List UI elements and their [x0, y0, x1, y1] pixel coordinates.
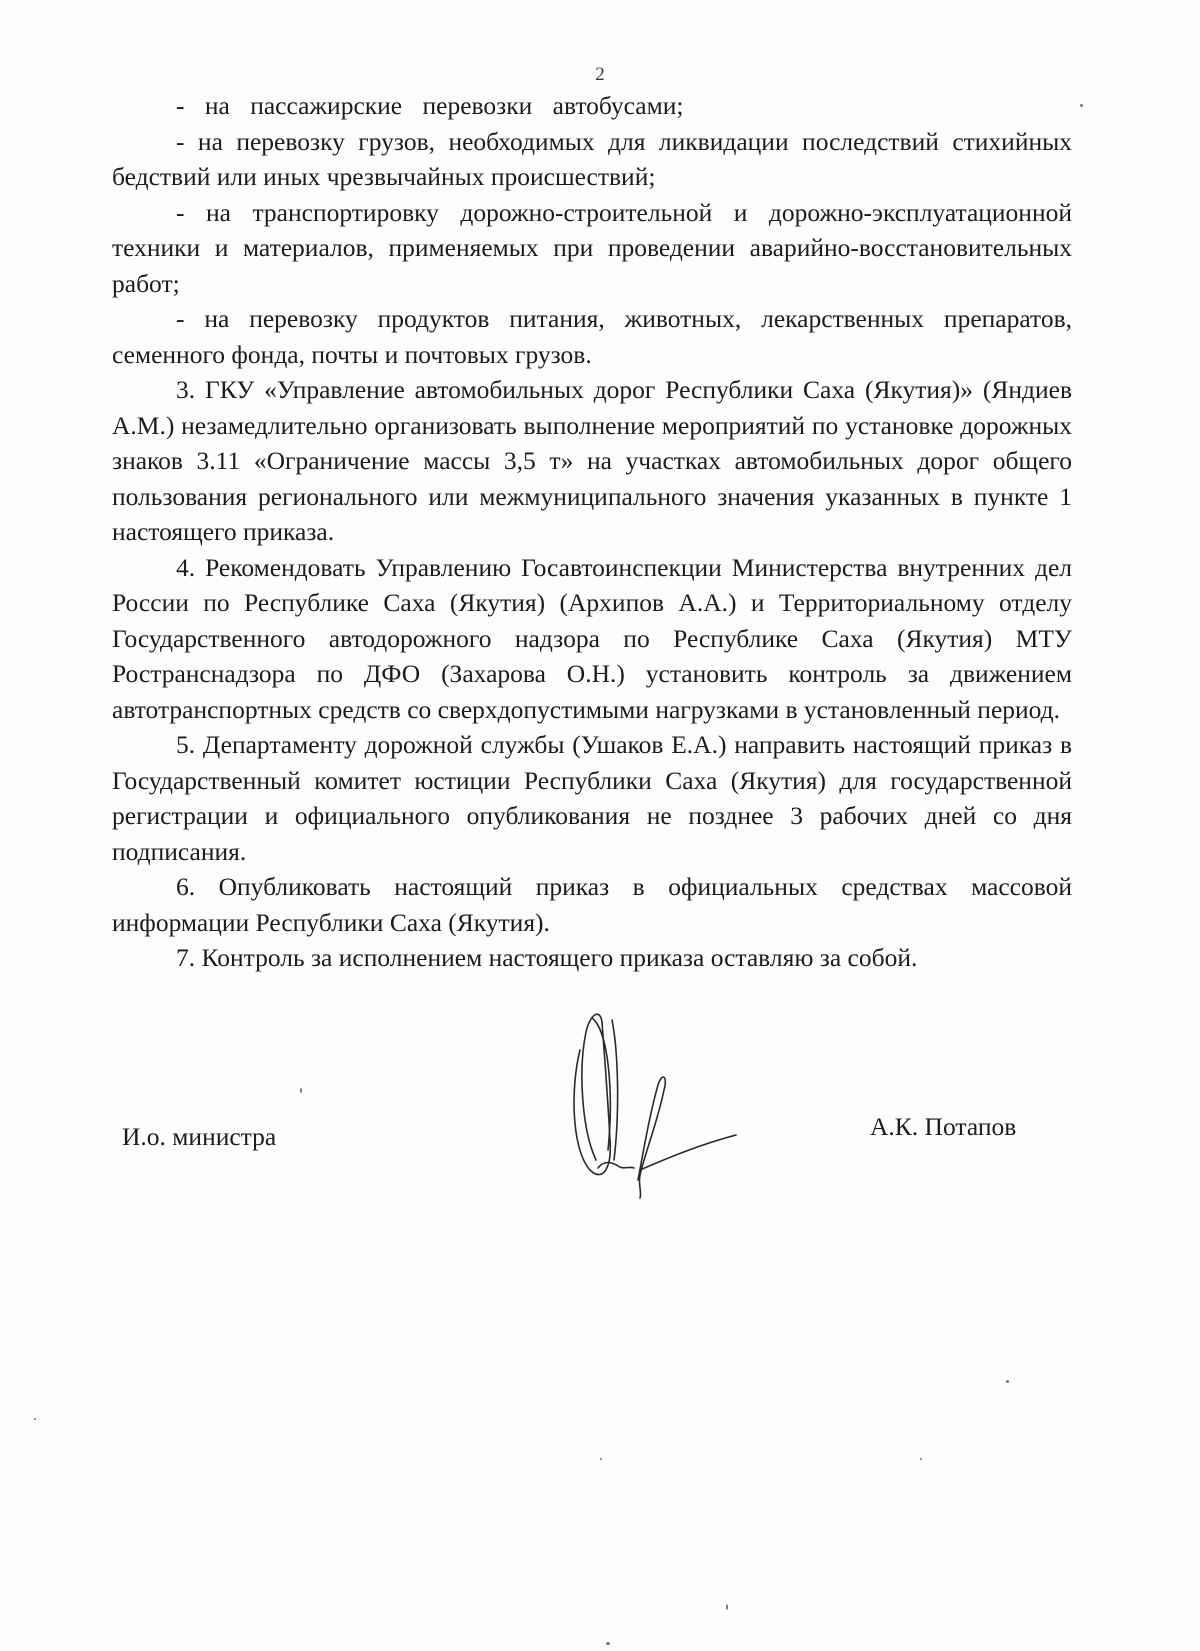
- scan-speck: [726, 1604, 728, 1610]
- paragraph-item-4: 4. Рекомендовать Управлению Госавтоинспекции Министерства внутренних дел России по Республике Саха (Якутия) (Архипов А.А.) и Территориальному отделу Государственного автодорожного надзора по Республике Саха (Якутия) МТУ Ространснадзора по ДФО (Захарова О.Н.) установить контроль за движением автотранспортных средств со сверхдопустимыми нагрузками в установленный период.: [112, 552, 1072, 724]
- scan-speck: [600, 1458, 602, 1460]
- paragraph-food-transport: - на перевозку продуктов питания, животных, лекарственных препаратов, семенного фонда, почты и почтовых грузов.: [112, 304, 1072, 369]
- paragraph-item-5: 5. Департаменту дорожной службы (Ушаков Е.А.) направить настоящий приказ в Государственный комитет юстиции Республики Саха (Якутия) для государственной регистрации и официального опубликования не позднее 3 рабочих дней со дня подписания.: [112, 730, 1072, 866]
- signature-block: [0, 1112, 1200, 1182]
- page-number: 2: [595, 64, 605, 85]
- signatory-name: А.К. Потапов: [870, 1112, 1017, 1141]
- paragraph-emergency-cargo: - на перевозку грузов, необходимых для ликвидации последствий стихийных бедствий или иных чрезвычайных происшествий;: [112, 126, 1072, 191]
- paragraph-item-7: 7. Контроль за исполнением настоящего приказа оставляю за собой.: [176, 943, 918, 972]
- paragraph-bus-transport: - на пассажирские перевозки автобусами;: [176, 91, 684, 120]
- scan-speck: [920, 1458, 922, 1460]
- scan-speck: [1006, 1380, 1009, 1383]
- scan-speck: [300, 1088, 302, 1093]
- scan-speck: [1080, 104, 1083, 107]
- document-body: [112, 88, 1072, 976]
- scan-speck: [34, 1418, 36, 1420]
- signatory-title: И.о. министра: [122, 1122, 277, 1151]
- paragraph-road-machinery: - на транспортировку дорожно-строительной и дорожно-эксплуатационной техники и материалов, применяемых при проведении аварийно-восстановительных работ;: [112, 197, 1072, 298]
- paragraph-item-3: 3. ГКУ «Управление автомобильных дорог Республики Саха (Якутия)» (Яндиев А.М.) незамедлительно организовать выполнение мероприятий по установке дорожных знаков 3.11 «Ограничение массы 3,5 т» на участках автомобильных дорог общего пользования регионального или межмуниципального значения указанных в пункте 1 настоящего приказа.: [112, 375, 1072, 546]
- scan-speck: [606, 1642, 610, 1645]
- paragraph-item-6: 6. Опубликовать настоящий приказ в официальных средствах массовой информации Республики Саха (Якутия).: [112, 872, 1072, 937]
